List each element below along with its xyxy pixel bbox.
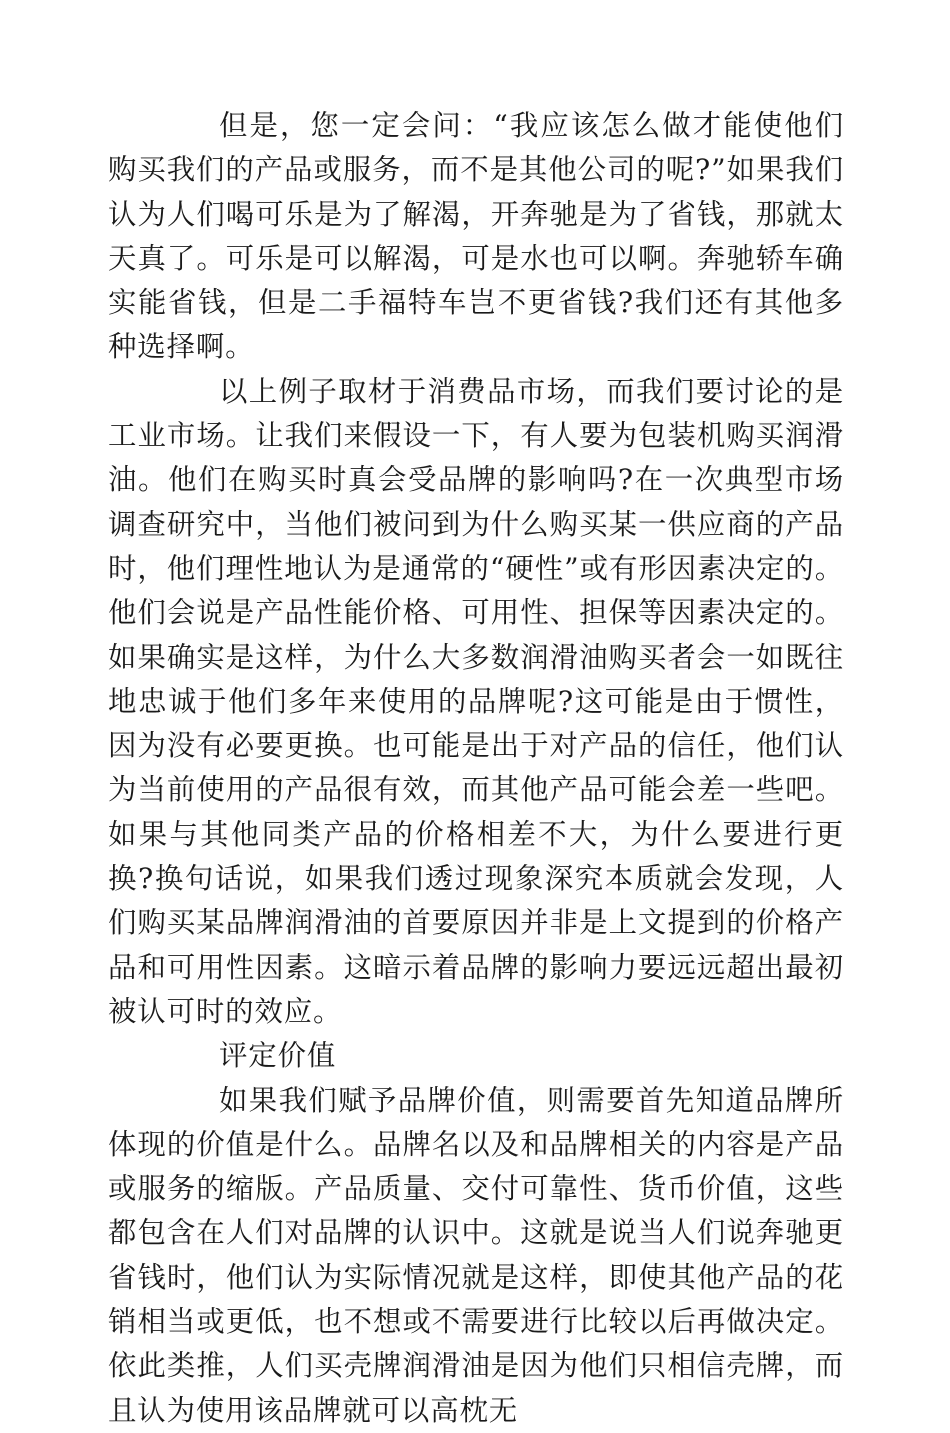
paragraph-choice-question: 但是，您一定会问：“我应该怎么做才能使他们购买我们的产品或服务，而不是其他公司的呢?”如果我们认为人们喝可乐是为了解渴，开奔驰是为了省钱，那就太天真了。可乐是可以解渴，可是水也可以啊。奔驰轿车确实能省钱，但是二手福特车岂不更省钱?我们还有其他多种选择啊。: [108, 109, 844, 364]
paragraph-industrial-market: 以上例子取材于消费品市场，而我们要讨论的是工业市场。让我们来假设一下，有人要为包装机购买润滑油。他们在购买时真会受品牌的影响吗?在一次典型市场调查研究中，当他们被问到为什么购买某一供应商的产品时，他们理性地认为是通常的“硬性”或有形因素决定的。他们会说是产品性能价格、可用性、担保等因素决定的。如果确实是这样，为什么大多数润滑油购买者会一如既往地忠诚于他们多年来使用的品牌呢?这可能是由于惯性，因为没有必要更换。也可能是出于对产品的信任，他们认为当前使用的产品很有效，而其他产品可能会差一些吧。如果与其他同类产品的价格相差不大，为什么要进行更换?换句话说，如果我们透过现象深究本质就会发现，人们购买某品牌润滑油的首要原因并非是上文提到的价格产品和可用性因素。这暗示着品牌的影响力要远远超出最初被认可时的效应。: [108, 374, 844, 1028]
paragraph-brand-value: 如果我们赋予品牌价值，则需要首先知道品牌所体现的价值是什么。品牌名以及和品牌相关的内容是产品或服务的缩版。产品质量、交付可靠性、货币价值，这些都包含在人们对品牌的认识中。这就是说当人们说奔驰更省钱时，他们认为实际情况就是这样，即使其他产品的花销相当或更低，也不想或不需要进行比较以后再做决定。依此类推，人们买壳牌润滑油是因为他们只相信壳牌，而且认为使用该品牌就可以高枕无: [108, 1083, 844, 1427]
section-heading-valuation: 评定价值: [219, 1039, 337, 1073]
body-text: [108, 104, 844, 1433]
